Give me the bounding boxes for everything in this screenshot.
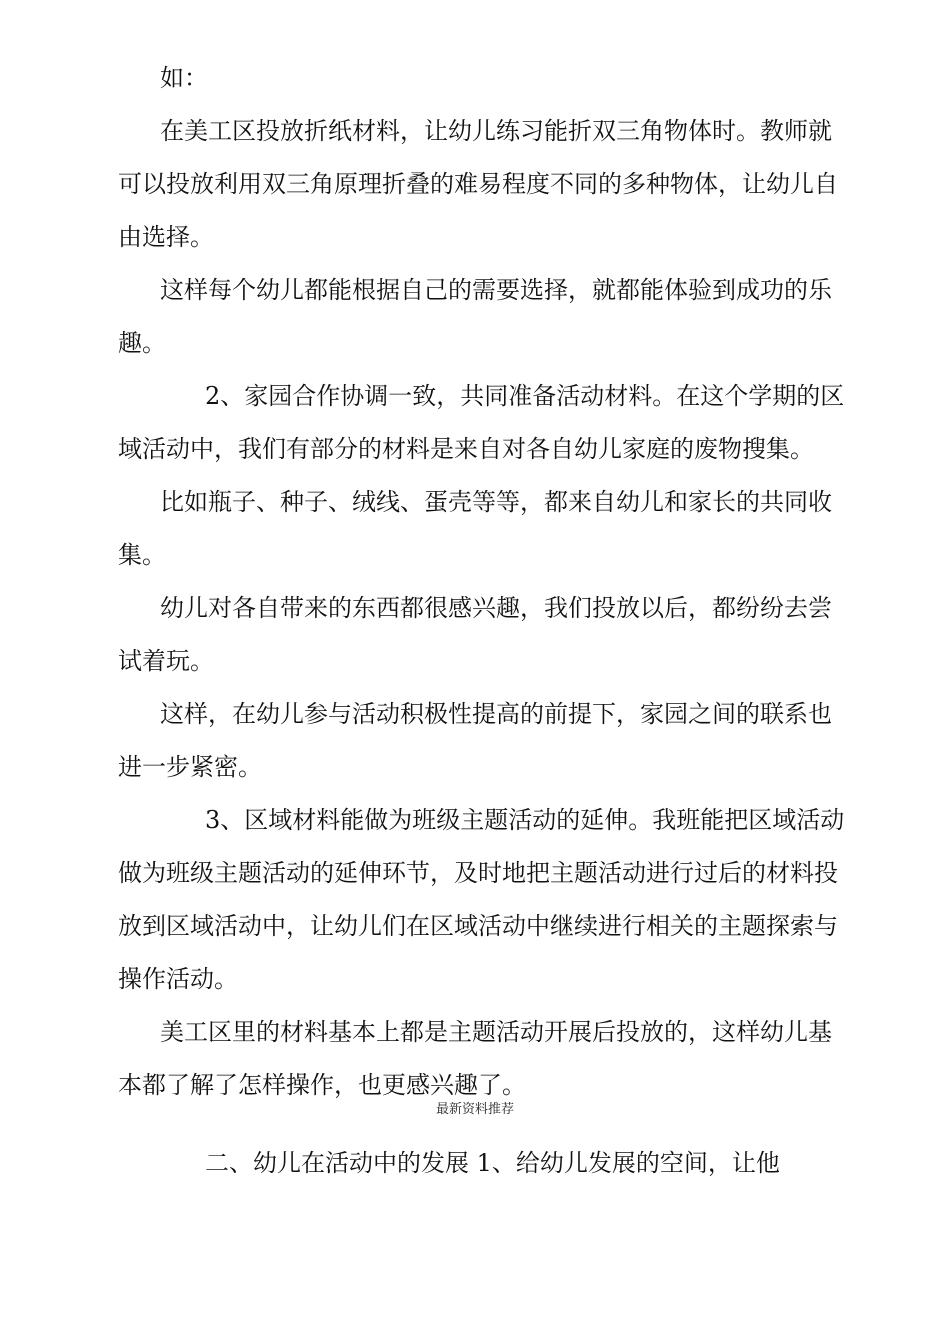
text-line-7: 2、家园合作协调一致，共同准备活动材料。在这个学期的区 <box>205 382 845 410</box>
text-line-2: 在美工区投放折纸材料，让幼儿练习能折双三角物体时。教师就 <box>160 117 832 145</box>
text-line-9: 比如瓶子、种子、绒线、蛋壳等等，都来自幼儿和家长的共同收 <box>160 488 832 516</box>
text-line-1: 如： <box>160 64 208 92</box>
text-line-12: 试着玩。 <box>118 647 214 675</box>
text-line-21: 二、幼儿在活动中的发展 1、给幼儿发展的空间，让他 <box>205 1149 780 1177</box>
text-line-14: 进一步紧密。 <box>118 753 262 781</box>
text-line-18: 操作活动。 <box>118 965 238 993</box>
text-line-3: 可以投放利用双三角原理折叠的难易程度不同的多种物体，让幼儿自 <box>118 170 838 198</box>
text-line-8: 域活动中，我们有部分的材料是来自对各自幼儿家庭的废物搜集。 <box>118 435 814 463</box>
page-footer: 最新资料推荐 <box>435 1102 514 1117</box>
text-line-20: 本都了解了怎样操作，也更感兴趣了。 <box>118 1071 526 1099</box>
text-line-4: 由选择。 <box>118 223 214 251</box>
text-line-19: 美工区里的材料基本上都是主题活动开展后投放的，这样幼儿基 <box>160 1018 832 1046</box>
text-line-10: 集。 <box>118 541 166 569</box>
text-line-16: 做为班级主题活动的延伸环节，及时地把主题活动进行过后的材料投 <box>118 859 838 887</box>
text-line-11: 幼儿对各自带来的东西都很感兴趣，我们投放以后，都纷纷去尝 <box>160 594 832 622</box>
text-line-6: 趣。 <box>118 329 166 357</box>
text-line-17: 放到区域活动中，让幼儿们在区域活动中继续进行相关的主题探索与 <box>118 912 838 940</box>
text-line-13: 这样，在幼儿参与活动积极性提高的前提下，家园之间的联系也 <box>160 700 832 728</box>
text-line-15: 3、区域材料能做为班级主题活动的延伸。我班能把区域活动 <box>205 806 845 834</box>
text-line-5: 这样每个幼儿都能根据自己的需要选择，就都能体验到成功的乐 <box>160 276 832 304</box>
